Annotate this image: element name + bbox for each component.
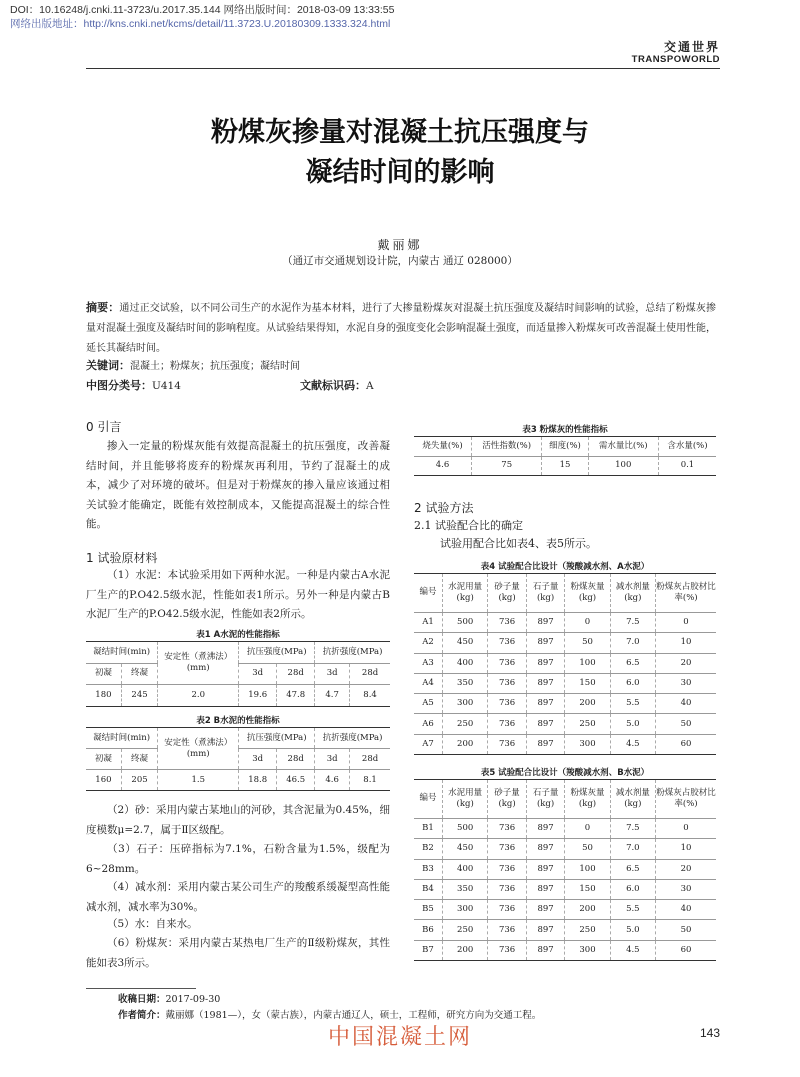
table-cell: 350 (443, 673, 488, 693)
table-row (414, 859, 716, 879)
table-cell: 30 (656, 879, 717, 899)
table-cell: 300 (565, 734, 610, 754)
table-cell: 150 (565, 673, 610, 693)
table-row (414, 879, 716, 899)
table-row (414, 633, 716, 653)
document-code-label: 文献标识码： (300, 379, 366, 392)
table-3-caption: 表3 粉煤灰的性能指标 (522, 425, 608, 435)
table-cell: 500 (443, 612, 488, 632)
doi-line: DOI：10.16248/j.cnki.11-3723/u.2017.35.144 网络出版时间：2018-03-09 13:33:55 (10, 4, 395, 16)
table-cell: A3 (414, 653, 443, 673)
table-row (414, 920, 716, 940)
table-cell: 736 (488, 714, 527, 734)
table-cell: 6.5 (610, 653, 655, 673)
table-cell: 897 (526, 673, 565, 693)
table-cell: 5.0 (610, 920, 655, 940)
table-header-cell: 28d (350, 663, 390, 685)
section-0-heading: 0 引言 (86, 420, 122, 434)
table-cell: 200 (443, 940, 488, 960)
table-cell: 100 (565, 653, 610, 673)
table-cell: 46.5 (277, 770, 315, 791)
keywords-label: 关键词： (86, 359, 130, 372)
table-header-cell: 3d (239, 663, 277, 685)
table-header-cell: 抗折强度(MPa) (315, 642, 390, 664)
table-cell: 20 (656, 653, 717, 673)
table-cell: 50 (565, 839, 610, 859)
table-cell: 7.0 (610, 633, 655, 653)
table-row (414, 456, 716, 476)
table-cell: 250 (443, 714, 488, 734)
table-row (414, 940, 716, 960)
table-cell: 100 (565, 859, 610, 879)
table-header-cell: 石子量(kg) (526, 574, 565, 613)
table-cell: 0 (656, 612, 717, 632)
table-cell: 10 (656, 633, 717, 653)
table-cell: 0 (565, 818, 610, 838)
table-cell: 180 (86, 685, 121, 707)
table-cell: 7.0 (610, 839, 655, 859)
keywords-text: 混凝土；粉煤灰；抗压强度；凝结时间 (130, 361, 300, 372)
table-cell: 50 (565, 633, 610, 653)
table-cell: 0.1 (658, 456, 716, 476)
table-cell: 736 (488, 673, 527, 693)
table-cell: 897 (526, 694, 565, 714)
keywords (86, 357, 300, 373)
table-1 (86, 641, 390, 707)
affiliation: （通辽市交通规划设计院，内蒙古 通辽 028000） (282, 255, 518, 267)
table-cell: 250 (443, 920, 488, 940)
table-cell: 736 (488, 818, 527, 838)
table-row (414, 818, 716, 838)
table-header-cell: 28d (277, 749, 315, 770)
table-cell: 47.8 (277, 685, 315, 707)
table-cell: 736 (488, 940, 527, 960)
table-cell: 736 (488, 879, 527, 899)
table-cell: 400 (443, 653, 488, 673)
section-2-1-paragraph: 试验用配合比如表4、表5所示。 (440, 537, 597, 550)
table-header-cell: 初凝 (86, 749, 121, 770)
table-header-cell: 烧失量(%) (414, 437, 472, 457)
table-header-cell: 水泥用量(kg) (443, 574, 488, 613)
table-header-cell: 安定性（煮沸法）(mm) (158, 728, 239, 770)
received-date (118, 992, 220, 1008)
table-row (414, 900, 716, 920)
section-2-heading: 2 试验方法 (414, 501, 474, 515)
received-date-value: 2017-09-30 (165, 994, 221, 1005)
table-cell: 15 (542, 456, 588, 476)
document-code-value: A (366, 380, 374, 392)
table-cell: 500 (443, 818, 488, 838)
table-cell: 30 (656, 673, 717, 693)
table-cell: 60 (656, 940, 717, 960)
table-cell: 897 (526, 734, 565, 754)
section-2-1-heading: 2.1 试验配合比的确定 (414, 519, 523, 532)
table-cell: 897 (526, 653, 565, 673)
table-2 (86, 727, 390, 791)
table-cell: 897 (526, 859, 565, 879)
table-cell: 40 (656, 900, 717, 920)
table-cell: 736 (488, 694, 527, 714)
section-0-paragraph: 掺入一定量的粉煤灰能有效提高混凝土的抗压强度，改善凝结时间，并且能够将废弃的粉煤灰再利用，节约了混凝土的成本，减少了对环境的破坏。但是对于粉煤灰的掺入量应该通过相关试验才能确定，既能有效控制成本，又能提高混凝土的综合性能。 (86, 440, 390, 530)
table-header-cell: 终凝 (121, 749, 157, 770)
table-cell: 50 (656, 920, 717, 940)
table-cell: 897 (526, 900, 565, 920)
table-cell: B5 (414, 900, 443, 920)
table-cell: 7.5 (610, 612, 655, 632)
material-flyash: （6）粉煤灰：采用内蒙古某热电厂生产的Ⅱ级粉煤灰，其性能如表3所示。 (86, 937, 390, 969)
table-row (414, 653, 716, 673)
table-cell: 450 (443, 839, 488, 859)
table-header-cell: 编号 (414, 574, 443, 613)
table-cell: 5.0 (610, 714, 655, 734)
abstract-text: 通过正交试验，以不同公司生产的水泥作为基本材料，进行了大掺量粉煤灰对混凝土抗压强度及凝结时间影响的试验，总结了粉煤灰掺量对混凝土强度及凝结时间的影响程度。从试验结果得知，水泥自身的强度变化会影响混凝土强度，而适量掺入粉煤灰可改善混凝土使用性能，延长其凝结时间。 (86, 303, 717, 354)
table-cell: B4 (414, 879, 443, 899)
table-cell: 200 (565, 694, 610, 714)
table-row (414, 839, 716, 859)
table-cell: 200 (443, 734, 488, 754)
table-header-cell: 砂子量(kg) (488, 780, 527, 819)
table-cell: 450 (443, 633, 488, 653)
header-rule (86, 68, 720, 69)
table-header-cell: 粉煤灰占胶材比率(%) (656, 780, 717, 819)
page-number: 143 (699, 1026, 720, 1040)
table-cell: 8.1 (350, 770, 390, 791)
table-header-cell: 粉煤灰占胶材比率(%) (656, 574, 717, 613)
table-cell: 4.5 (610, 734, 655, 754)
table-header-cell: 细度(%) (542, 437, 588, 457)
material-water: （5）水：自来水。 (107, 918, 198, 930)
table-header-cell: 粉煤灰量(kg) (565, 780, 610, 819)
table-cell: 736 (488, 920, 527, 940)
table-header-cell: 砂子量(kg) (488, 574, 527, 613)
table-cell: A2 (414, 633, 443, 653)
table-cell: B1 (414, 818, 443, 838)
material-gravel: （3）石子：压碎指标为7.1%，石粉含量为1.5%，级配为6~28mm。 (86, 843, 390, 875)
table-header-cell: 减水剂量(kg) (610, 780, 655, 819)
document-code (300, 377, 374, 393)
abstract-label: 摘要： (86, 301, 120, 314)
table-cell: B3 (414, 859, 443, 879)
table-cell: A1 (414, 612, 443, 632)
table-cell: 6.0 (610, 673, 655, 693)
table-cell: 897 (526, 818, 565, 838)
classification-label: 中图分类号： (86, 379, 152, 392)
table-cell: 897 (526, 879, 565, 899)
received-date-label: 收稿日期： (118, 994, 166, 1005)
table-header-cell: 减水剂量(kg) (610, 574, 655, 613)
table-cell: 2.0 (158, 685, 239, 707)
table-cell: 897 (526, 920, 565, 940)
table-cell: 6.5 (610, 859, 655, 879)
table-cell: 300 (565, 940, 610, 960)
table-cell: 0 (565, 612, 610, 632)
classification (86, 377, 181, 393)
table-5-caption: 表5 试验配合比设计（羧酸减水剂、B水泥） (480, 768, 650, 778)
table-header-cell: 28d (277, 663, 315, 685)
table-cell: 897 (526, 839, 565, 859)
table-header-cell: 含水量(%) (658, 437, 716, 457)
journal-name-en: TRANSPOWORLD (631, 54, 720, 65)
table-cell: 736 (488, 633, 527, 653)
table-cell: 4.5 (610, 940, 655, 960)
table-header-cell: 抗压强度(MPa) (239, 642, 315, 664)
table-cell: 40 (656, 694, 717, 714)
table-cell: 897 (526, 612, 565, 632)
table-header-cell: 28d (350, 749, 390, 770)
table-row (86, 770, 390, 791)
table-cell: 5.5 (610, 694, 655, 714)
table-cell: 245 (121, 685, 157, 707)
table-cell: 200 (565, 900, 610, 920)
table-cell: B2 (414, 839, 443, 859)
site-watermark: 中国混凝土网 (327, 1025, 472, 1050)
table-cell: 19.6 (239, 685, 277, 707)
table-cell: 736 (488, 859, 527, 879)
table-cell: A4 (414, 673, 443, 693)
table-5 (414, 779, 716, 961)
table-cell: 160 (86, 770, 121, 791)
title-line-1: 粉煤灰掺量对混凝土抗压强度与 (211, 117, 589, 148)
material-sand: （2）砂：采用内蒙古某地山的河砂，其含泥量为0.45%，细度模数μ=2.7，属于Ⅱ区级配。 (86, 804, 390, 836)
table-header-cell: 3d (315, 749, 350, 770)
author-bio-label: 作者简介： (118, 1010, 166, 1021)
table-cell: 205 (121, 770, 157, 791)
table-cell: 6.0 (610, 879, 655, 899)
table-cell: 736 (488, 612, 527, 632)
table-cell: 736 (488, 653, 527, 673)
table-row (414, 714, 716, 734)
table-cell: 4.6 (315, 770, 350, 791)
table-cell: 4.6 (414, 456, 472, 476)
table-cell: 5.5 (610, 900, 655, 920)
table-row (414, 673, 716, 693)
table-1-caption: 表1 A水泥的性能指标 (196, 630, 280, 640)
table-cell: 736 (488, 900, 527, 920)
table-cell: A7 (414, 734, 443, 754)
table-cell: 4.7 (315, 685, 350, 707)
table-2-caption: 表2 B水泥的性能指标 (196, 716, 280, 726)
author: 戴丽娜 (377, 238, 423, 252)
table-cell: 897 (526, 940, 565, 960)
material-admixture: （4）减水剂：采用内蒙古某公司生产的羧酸系缓凝型高性能减水剂，减水率为30%。 (86, 881, 390, 913)
online-url-line[interactable]: 网络出版地址：http://kns.cnki.net/kcms/detail/11.3723.U.20180309.1333.324.html (10, 18, 391, 30)
abstract (86, 298, 716, 359)
table-cell: 350 (443, 879, 488, 899)
table-header-cell: 需水量比(%) (588, 437, 658, 457)
table-cell: 20 (656, 859, 717, 879)
table-header-cell: 凝结时间(min) (86, 728, 158, 749)
table-cell: 150 (565, 879, 610, 899)
classification-value: U414 (152, 380, 181, 392)
table-cell: 400 (443, 859, 488, 879)
table-header-cell: 3d (239, 749, 277, 770)
table-row (86, 685, 390, 707)
table-cell: A6 (414, 714, 443, 734)
table-header-cell: 终凝 (121, 663, 157, 685)
journal-name-cn: 交通世界 (663, 40, 720, 54)
table-cell: 736 (488, 839, 527, 859)
footnote-rule (86, 988, 196, 989)
table-cell: 10 (656, 839, 717, 859)
table-header-cell: 水泥用量(kg) (443, 780, 488, 819)
author-bio-text: 戴丽娜（1981—），女（蒙古族），内蒙古通辽人，硕士，工程师，研究方向为交通工程。 (165, 1010, 542, 1021)
table-cell: B6 (414, 920, 443, 940)
table-cell: 7.5 (610, 818, 655, 838)
table-header-cell: 粉煤灰量(kg) (565, 574, 610, 613)
table-cell: 897 (526, 633, 565, 653)
table-cell: 50 (656, 714, 717, 734)
table-cell: 100 (588, 456, 658, 476)
table-cell: 0 (656, 818, 717, 838)
table-header-cell: 石子量(kg) (526, 780, 565, 819)
title-line-2: 凝结时间的影响 (305, 157, 495, 188)
table-3 (414, 436, 716, 476)
table-cell: 300 (443, 900, 488, 920)
table-row (414, 734, 716, 754)
table-header-cell: 安定性（煮沸法）(mm) (158, 642, 239, 685)
table-cell: 897 (526, 714, 565, 734)
table-4-caption: 表4 试验配合比设计（羧酸减水剂、A水泥） (480, 562, 650, 572)
table-header-cell: 凝结时间(min) (86, 642, 158, 664)
table-cell: 300 (443, 694, 488, 714)
table-header-cell: 抗压强度(MPa) (239, 728, 315, 749)
table-cell: 60 (656, 734, 717, 754)
table-cell: 250 (565, 920, 610, 940)
table-row (414, 694, 716, 714)
table-header-cell: 活性指数(%) (472, 437, 542, 457)
table-4 (414, 573, 716, 755)
table-cell: B7 (414, 940, 443, 960)
table-cell: 736 (488, 734, 527, 754)
table-cell: 18.8 (239, 770, 277, 791)
section-1-heading: 1 试验原材料 (86, 551, 158, 565)
table-cell: 250 (565, 714, 610, 734)
table-cell: 75 (472, 456, 542, 476)
table-cell: A5 (414, 694, 443, 714)
table-row (414, 612, 716, 632)
table-cell: 8.4 (350, 685, 390, 707)
table-header-cell: 3d (315, 663, 350, 685)
table-header-cell: 编号 (414, 780, 443, 819)
table-header-cell: 抗折强度(MPa) (315, 728, 390, 749)
table-cell: 1.5 (158, 770, 239, 791)
table-header-cell: 初凝 (86, 663, 121, 685)
section-1-paragraph: （1）水泥：本试验采用如下两种水泥。一种是内蒙古A水泥厂生产的P.O42.5级水泥，性能如表1所示。另外一种是内蒙古B水泥厂生产的P.O42.5级水泥，性能如表2所示。 (86, 569, 390, 620)
